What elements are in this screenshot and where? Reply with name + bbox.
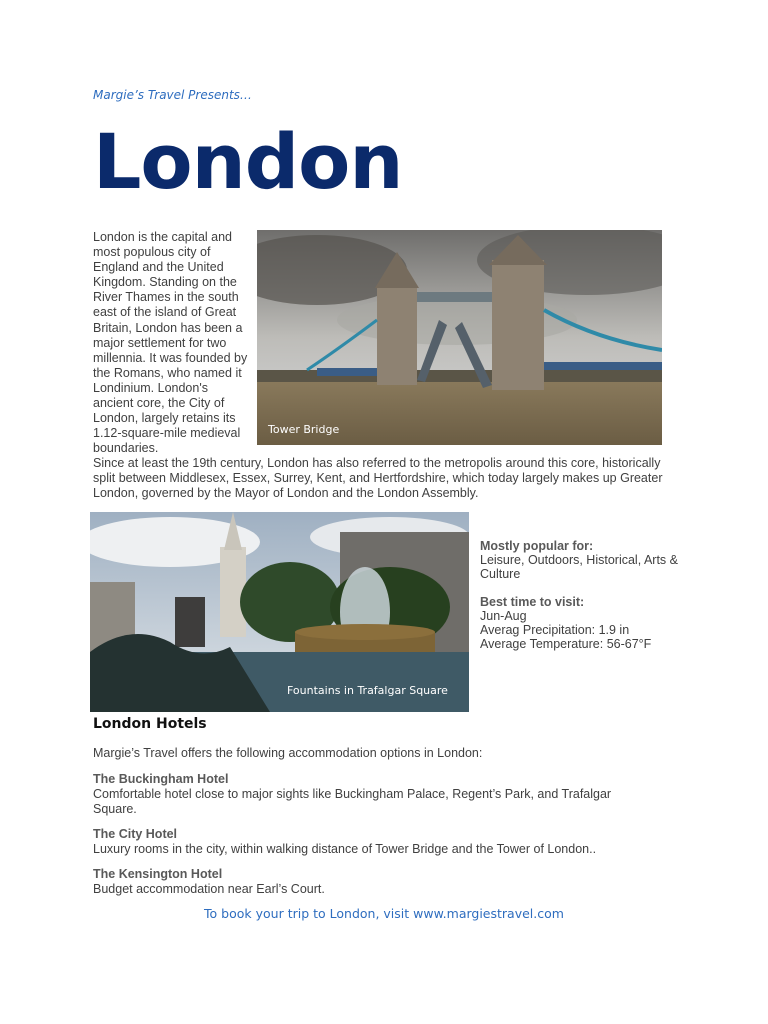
trafalgar-illustration — [90, 512, 469, 712]
tagline: Margie’s Travel Presents… — [93, 88, 252, 102]
hotels-intro: Margie’s Travel offers the following accommodation options in London: — [93, 746, 483, 760]
tower-bridge-photo — [257, 230, 662, 445]
intro-paragraph-part2: Since at least the 19th century, London has also referred to the metropolis around this core, historically split between Middlesex, Essex, Surrey, Kent, and Hertfordshire, which today largely makes up Greater London, governed by the Mayor of London and the London Assembly. — [93, 456, 663, 501]
booking-link[interactable]: To book your trip to London, visit www.margiestravel.com — [204, 906, 564, 921]
page-title: London — [93, 117, 403, 206]
trafalgar-square-photo — [90, 512, 469, 712]
temperature: Average Temperature: 56-67°F — [480, 637, 652, 651]
hotel-name: The City Hotel — [93, 827, 178, 841]
hotels-heading: London Hotels — [93, 716, 207, 732]
hotel-description: Luxury rooms in the city, within walking distance of Tower Bridge and the Tower of London.. — [93, 842, 597, 856]
hotel-item — [93, 772, 653, 817]
quick-facts — [480, 539, 685, 651]
hotel-name: The Kensington Hotel — [93, 867, 223, 881]
hotel-item — [93, 827, 653, 857]
trafalgar-caption: Fountains in Trafalgar Square — [287, 684, 448, 697]
tower-bridge-caption: Tower Bridge — [268, 423, 340, 436]
hotel-item — [93, 867, 653, 897]
best-time-heading: Best time to visit: — [480, 595, 585, 609]
intro-paragraph-part1: London is the capital and most populous city of England and the United Kingdom. Standing on the River Thames in the south east of the island of Great Britain, London has been a major settlement for two millennia. It was founded by the Romans, who named it Londinium. London's ancient core, the City of London, largely retains its 1.12-square-mile medieval boundaries. — [93, 230, 248, 456]
precipitation: Averag Precipitation: 1.9 in — [480, 623, 630, 637]
tower-bridge-illustration — [257, 230, 662, 445]
hotel-name: The Buckingham Hotel — [93, 772, 229, 786]
hotel-description: Budget accommodation near Earl’s Court. — [93, 882, 325, 896]
popular-heading: Mostly popular for: — [480, 539, 594, 553]
hotel-description: Comfortable hotel close to major sights like Buckingham Palace, Regent’s Park, and Trafalgar Square. — [93, 787, 612, 816]
best-time-value: Jun-Aug — [480, 609, 527, 623]
popular-value: Leisure, Outdoors, Historical, Arts & Culture — [480, 553, 678, 581]
